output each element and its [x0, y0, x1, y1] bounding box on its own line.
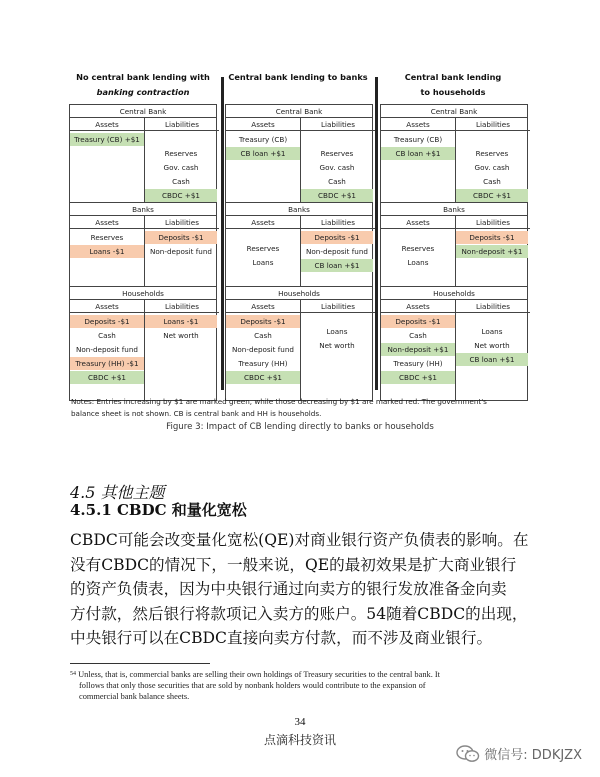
wechat-watermark [456, 744, 582, 763]
liabilities-entry: Non-deposit fund [306, 247, 368, 256]
liabilities-header: Liabilities [145, 300, 219, 313]
assets-entry: Deposits -$1 [226, 315, 300, 328]
assets-entry: Cash [98, 331, 116, 340]
footnote-rule [70, 663, 210, 664]
banks-balance-sheet [69, 202, 217, 289]
liabilities-entry: Gov. cash [319, 163, 355, 172]
liabilities-entry: Deposits -$1 [456, 231, 528, 244]
liabilities-entry: Gov. cash [474, 163, 510, 172]
liabilities-header: Liabilities [301, 118, 375, 131]
wechat-id-label: 微信号: DDKJZX [484, 748, 582, 763]
central-bank-balance-sheet [69, 104, 217, 205]
sheet-title: Central Bank [381, 105, 527, 118]
liabilities-entry: Non-deposit +$1 [456, 245, 528, 258]
liabilities-entry: Cash [483, 177, 501, 186]
assets-header: Assets [381, 300, 455, 313]
figure-column-heading-2: Central bank lending to banks [228, 72, 368, 82]
assets-entry: CBDC +$1 [226, 371, 300, 384]
assets-entry: CB loan +$1 [381, 147, 455, 160]
assets-entry: Reserves [90, 233, 124, 242]
liabilities-entry: Reserves [320, 149, 354, 158]
assets-entry: Treasury (CB) [238, 135, 288, 144]
liabilities-entry: Reserves [475, 149, 509, 158]
liabilities-entry: Cash [328, 177, 346, 186]
body-line: 方付款，然后银行将款项记入卖方的账户。54随着CBDC的出现， [70, 604, 528, 623]
assets-header: Assets [226, 300, 300, 313]
body-line: 中央银行可以在CBDC直接向卖方付款，而不涉及商业银行。 [70, 629, 493, 648]
banks-balance-sheet [225, 202, 373, 289]
liabilities-entry: Deposits -$1 [145, 231, 217, 244]
liabilities-entry: CBDC +$1 [301, 189, 373, 202]
assets-header: Assets [70, 216, 144, 229]
liabilities-entry: Cash [172, 177, 190, 186]
liabilities-entry: Net worth [163, 331, 199, 340]
body-line: CBDC可能会改变量化宽松(QE)对商业银行资产负债表的影响。在 [70, 531, 529, 549]
assets-entry: Non-deposit fund [232, 345, 294, 354]
assets-entry: Cash [254, 331, 272, 340]
sheet-title: Banks [381, 203, 527, 216]
liabilities-entry: CB loan +$1 [456, 353, 528, 366]
subsection-heading: 4.5.1 CBDC 和量化宽松 [70, 501, 247, 519]
liabilities-entry: Gov. cash [163, 163, 199, 172]
section-heading: 4.5 其他主题 [70, 483, 165, 502]
assets-entry: Treasury (HH) [393, 359, 443, 368]
assets-entry: Non-deposit fund [76, 345, 138, 354]
liabilities-entry: CBDC +$1 [145, 189, 217, 202]
liabilities-header: Liabilities [456, 118, 530, 131]
liabilities-header: Liabilities [145, 216, 219, 229]
assets-entry: Deposits -$1 [70, 315, 144, 328]
liabilities-entry: Reserves [164, 149, 198, 158]
liabilities-entry: Net worth [474, 340, 510, 350]
liabilities-entry: Deposits -$1 [301, 231, 373, 244]
body-line: 没有CBDC的情况下，一般来说，QE的最初效果是扩大商业银行 [70, 555, 517, 574]
assets-entry: Loans -$1 [70, 245, 144, 258]
figure-notes: Notes: Entries increasing by $1 are marked green, while those decreasing by $1 are marked red. The government's balance sheet is not shown. CB is central bank and HH is households. [71, 397, 487, 418]
assets-header: Assets [381, 118, 455, 131]
liabilities-header: Liabilities [456, 216, 530, 229]
households-balance-sheet [69, 286, 217, 401]
liabilities-header: Liabilities [301, 216, 375, 229]
liabilities-header: Liabilities [301, 300, 375, 313]
liabilities-entry: Net worth [319, 340, 355, 350]
liabilities-entry: Loans [481, 326, 503, 336]
assets-entry: Non-deposit +$1 [381, 343, 455, 356]
liabilities-header: Liabilities [456, 300, 530, 313]
assets-entry: Cash [409, 331, 427, 340]
sheet-title: Households [381, 287, 527, 300]
page-number: 34 [294, 716, 306, 728]
sheet-title: Central Bank [70, 105, 216, 118]
central-bank-balance-sheet [380, 104, 528, 205]
liabilities-entry: CB loan +$1 [301, 259, 373, 272]
liabilities-entry: Loans [326, 326, 348, 336]
households-balance-sheet [225, 286, 373, 401]
footnote-number: 54 [70, 671, 76, 677]
column-separator [221, 77, 224, 390]
assets-header: Assets [70, 300, 144, 313]
assets-entry: Treasury (HH) [238, 359, 288, 368]
column-separator [375, 77, 378, 390]
assets-entry: Loans [407, 258, 429, 268]
assets-header: Assets [226, 216, 300, 229]
footnote: $^{54}$ Unless, that is, commercial banks are selling their own holdings of Treasury securities to the central bank. It follows that only those securities that are sold by nonbank holders would contribute to the expansion of commercial bank balance sheets. [70, 670, 440, 702]
assets-entry: Treasury (CB) [393, 135, 443, 144]
assets-entry: Treasury (CB) +$1 [70, 133, 144, 146]
liabilities-entry: Non-deposit fund [150, 247, 212, 256]
liabilities-entry: Loans -$1 [145, 315, 217, 328]
assets-header: Assets [70, 118, 144, 131]
assets-entry: CBDC +$1 [70, 371, 144, 384]
liabilities-entry: CBDC +$1 [456, 189, 528, 202]
households-balance-sheet [380, 286, 528, 401]
assets-entry: CB loan +$1 [226, 147, 300, 160]
sheet-title: Households [70, 287, 216, 300]
banks-balance-sheet [380, 202, 528, 289]
assets-entry: Reserves [401, 244, 435, 254]
sheet-title: Banks [70, 203, 216, 216]
assets-entry: Deposits -$1 [381, 315, 455, 328]
assets-header: Assets [381, 216, 455, 229]
source-label: 点滴科技资讯 [263, 733, 336, 747]
liabilities-header: Liabilities [145, 118, 219, 131]
sheet-title: Central Bank [226, 105, 372, 118]
figure-column-heading-1: No central bank lending with banking contraction [76, 72, 210, 97]
body-line: 的资产负债表，因为中央银行通过向卖方的银行发放准备金向卖 [70, 580, 507, 599]
sheet-title: Banks [226, 203, 372, 216]
assets-header: Assets [226, 118, 300, 131]
assets-entry: Treasury (HH) -$1 [70, 357, 144, 370]
figure-column-heading-3: Central bank lending to households [404, 72, 502, 97]
figure-caption: Figure 3: Impact of CB lending directly to banks or households [166, 422, 434, 432]
sheet-title: Households [226, 287, 372, 300]
central-bank-balance-sheet [225, 104, 373, 205]
assets-entry: Reserves [246, 244, 280, 254]
wechat-icon [456, 745, 480, 763]
body-paragraph [70, 528, 540, 651]
assets-entry: CBDC +$1 [381, 371, 455, 384]
assets-entry: Loans [252, 258, 274, 268]
